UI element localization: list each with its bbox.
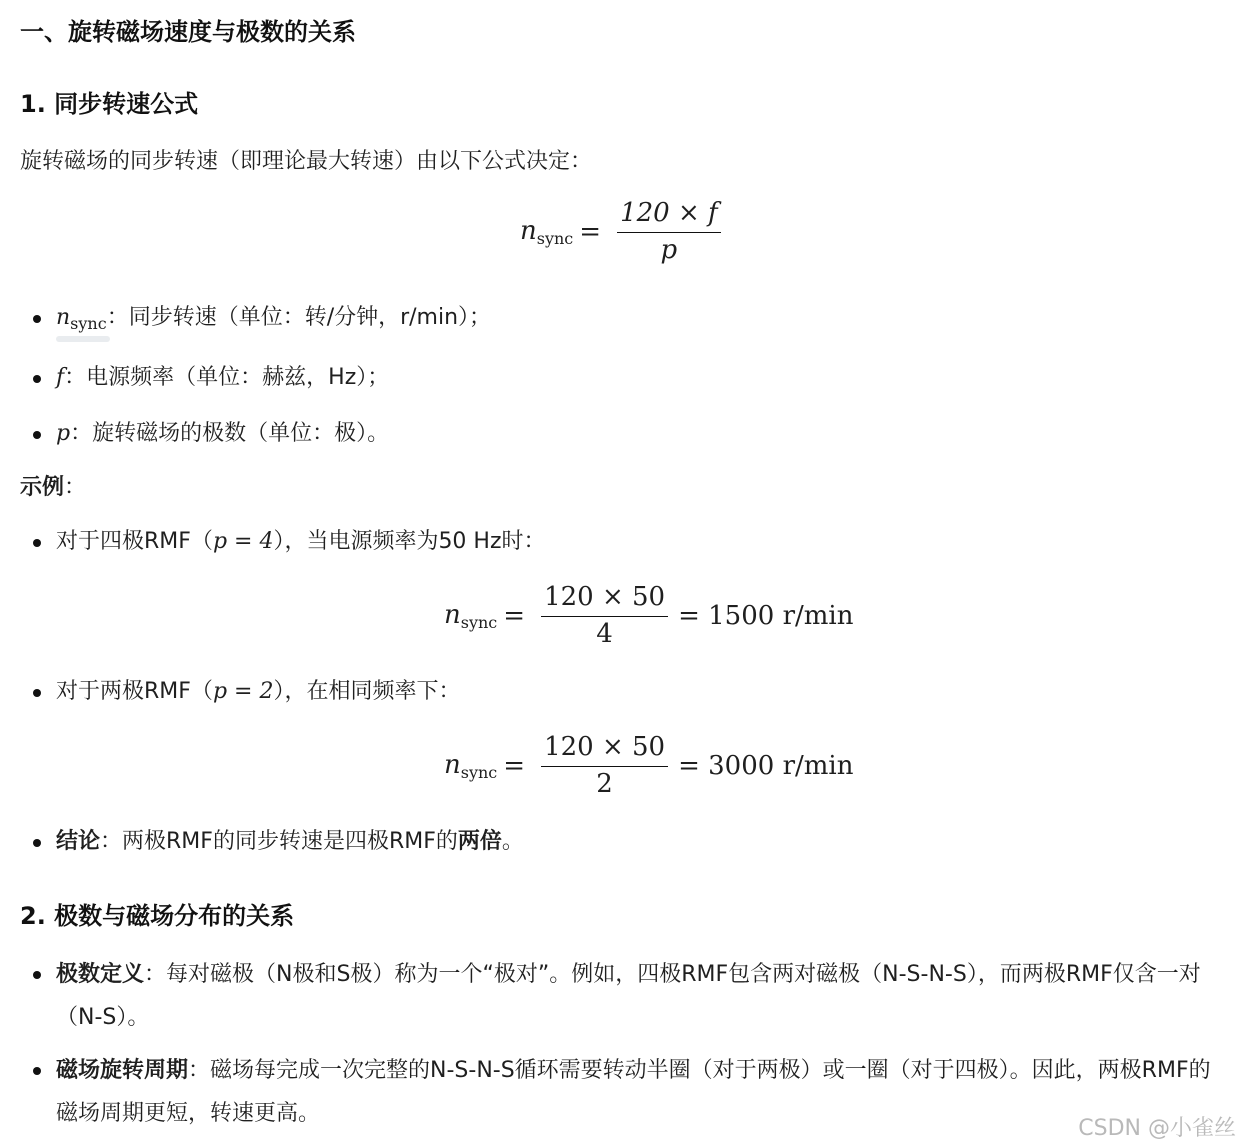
example2-denominator: 2 xyxy=(596,769,613,799)
formula-lhs: $n_{sync}$ xyxy=(520,215,574,248)
section-title: 一、旋转磁场速度与极数的关系 xyxy=(20,18,356,46)
example1-formula: $n_{sync}$ = $\frac{120 \times 50}{4}$ = 1500 r/min xyxy=(444,582,854,649)
subsection-title-1: 1. 同步转速公式 xyxy=(20,90,199,118)
example-label: 示例： xyxy=(20,475,87,500)
def-item-p: p：旋转磁场的极数（单位：极）。 xyxy=(56,420,389,448)
example2-numerator: 120 × 50 xyxy=(541,732,668,767)
pole-definition-item: 极数定义：每对磁极（N极和S极）称为一个“极对”。例如，四极RMF包含两对磁极（N-S-N-S），而两极RMF仅含一对（N-S）。 xyxy=(56,953,1216,1039)
formula-numerator: 120 × f xyxy=(617,198,721,233)
formula-denominator: p xyxy=(660,235,678,265)
example-item-four-pole: 对于四极RMF（p = 4），当电源频率为50 Hz时： xyxy=(56,528,546,556)
intro-paragraph: 旋转磁场的同步转速（即理论最大转速）由以下公式决定： xyxy=(20,149,593,174)
bullet-icon xyxy=(33,315,41,323)
bullet-icon xyxy=(33,431,41,439)
def-item-f: f：电源频率（单位：赫兹，Hz）； xyxy=(56,364,389,392)
example1-denominator: 4 xyxy=(596,619,613,649)
rotation-period-item: 磁场旋转周期：磁场每完成一次完整的N-S-N-S循环需要转动半圈（对于两极）或一圈（对于四极）。因此，两极RMF的磁场周期更短，转速更高。 xyxy=(56,1049,1216,1135)
bullet-icon xyxy=(33,539,41,547)
example2-formula: $n_{sync}$ = $\frac{120 \times 50}{2}$ = 3000 r/min xyxy=(444,732,854,799)
bullet-icon xyxy=(33,689,41,697)
def-item-nsync: $n_{sync}$：同步转速（单位：转/分钟，r/min）； xyxy=(56,304,491,338)
example1-numerator: 120 × 50 xyxy=(541,582,668,617)
formula-fraction xyxy=(617,198,721,265)
bullet-icon xyxy=(33,971,41,979)
bullet-icon xyxy=(33,1067,41,1075)
hover-highlight xyxy=(56,336,110,342)
example1-result: = 1500 r/min xyxy=(678,600,854,631)
example2-result: = 3000 r/min xyxy=(678,750,854,781)
bullet-icon xyxy=(33,375,41,383)
example-item-two-pole: 对于两极RMF（p = 2），在相同频率下： xyxy=(56,678,460,706)
watermark: CSDN @小雀丝 xyxy=(1078,1116,1236,1141)
conclusion-item: 结论：两极RMF的同步转速是四极RMF的两倍。 xyxy=(56,828,524,856)
subsection-title-2: 2. 极数与磁场分布的关系 xyxy=(20,902,295,930)
equals-sign: = xyxy=(579,216,602,247)
sync-speed-formula xyxy=(520,198,731,265)
bullet-icon xyxy=(33,839,41,847)
